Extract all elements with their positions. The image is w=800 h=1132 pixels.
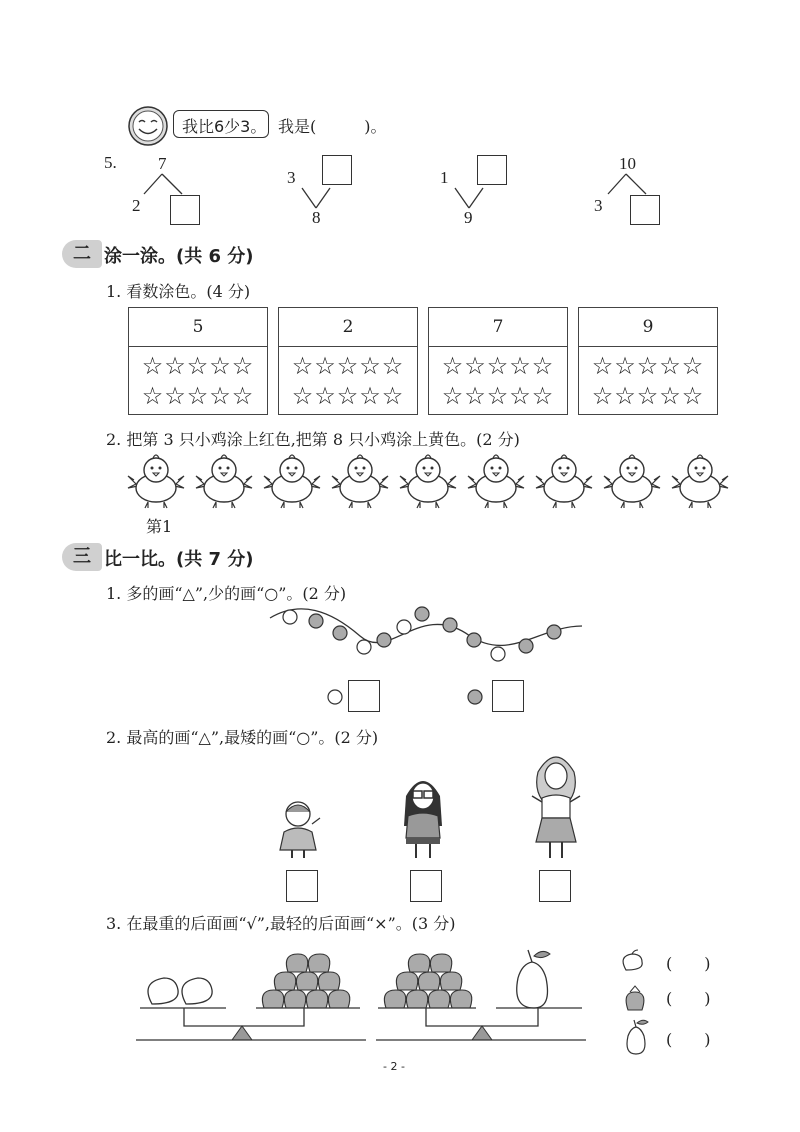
star-panel-1-stars[interactable]: ☆☆☆☆☆ ☆☆☆☆☆ [141,352,255,410]
star-panel-4-number: 9 [579,308,717,347]
star-panel-2-number: 2 [279,308,417,347]
bond3-bottom: 9 [464,208,473,227]
star-panel-3 [428,307,568,415]
gray-bead-answer-box[interactable] [492,680,524,712]
star-panel-1-number: 5 [129,308,267,347]
peach-answer[interactable]: ( ) [666,954,711,973]
bubble-text: 我比6少3。 [182,117,267,136]
section3-q1: 1. 多的画“△”,少的画“○”。(2 分) [106,584,347,603]
star-panel-4-stars[interactable]: ☆☆☆☆☆ ☆☆☆☆☆ [591,352,705,410]
bond3-top-left: 1 [440,168,449,187]
star-panel-3-number: 7 [429,308,567,347]
gray-bead-icon [466,688,484,706]
bead-string [270,600,590,670]
chick-caption: 第1 [146,517,173,536]
smiley-face-icon [126,104,170,148]
page-number: - 2 - [383,1060,405,1073]
white-bead-icon [326,688,344,706]
bond4-left: 3 [594,196,603,215]
bond3-lines [453,186,493,216]
bond4-top: 10 [619,154,636,173]
white-bead-answer-box[interactable] [348,680,380,712]
answer-prompt: 我是( )。 [278,117,387,136]
pear-answer[interactable]: ( ) [666,1030,711,1049]
star-panel-4 [578,307,718,415]
bond1-top: 7 [158,154,167,173]
chick-row [126,450,726,520]
balance-strawberries-pear [376,936,586,1048]
strawberry-answer[interactable]: ( ) [666,989,711,1008]
section2-title: 涂一涂。(共 6 分) [104,246,254,267]
bond3-answer-box[interactable] [477,155,507,185]
section3-q2: 2. 最高的画“△”,最矮的画“○”。(2 分) [106,728,379,747]
section2-q1: 1. 看数涂色。(4 分) [106,282,251,301]
bond1-answer-box[interactable] [170,195,200,225]
bond2-top-left: 3 [287,168,296,187]
section3-badge: 三 [62,543,102,571]
q5-label: 5. [104,153,117,172]
tall-child-answer-box[interactable] [539,870,571,902]
medium-child-figure [398,772,448,862]
star-panel-2-stars[interactable]: ☆☆☆☆☆ ☆☆☆☆☆ [291,352,405,410]
peach-icon [620,948,646,974]
star-panel-1 [128,307,268,415]
bond4-answer-box[interactable] [630,195,660,225]
section2-badge: 二 [62,240,102,268]
pear-icon [624,1018,650,1056]
balance-peaches-strawberries [136,936,366,1048]
medium-child-answer-box[interactable] [410,870,442,902]
short-child-figure [276,798,322,860]
section3-title: 比一比。(共 7 分) [104,549,254,570]
strawberry-icon [622,982,648,1012]
bond2-bottom: 8 [312,208,321,227]
tall-child-figure [528,748,584,864]
section3-q3: 3. 在最重的后面画“√”,最轻的后面画“×”。(3 分) [106,914,456,933]
section2-q2: 2. 把第 3 只小鸡涂上红色,把第 8 只小鸡涂上黄色。(2 分) [106,430,520,449]
bond2-answer-box[interactable] [322,155,352,185]
star-panel-2 [278,307,418,415]
bond1-left: 2 [132,196,141,215]
short-child-answer-box[interactable] [286,870,318,902]
star-panel-3-stars[interactable]: ☆☆☆☆☆ ☆☆☆☆☆ [441,352,555,410]
